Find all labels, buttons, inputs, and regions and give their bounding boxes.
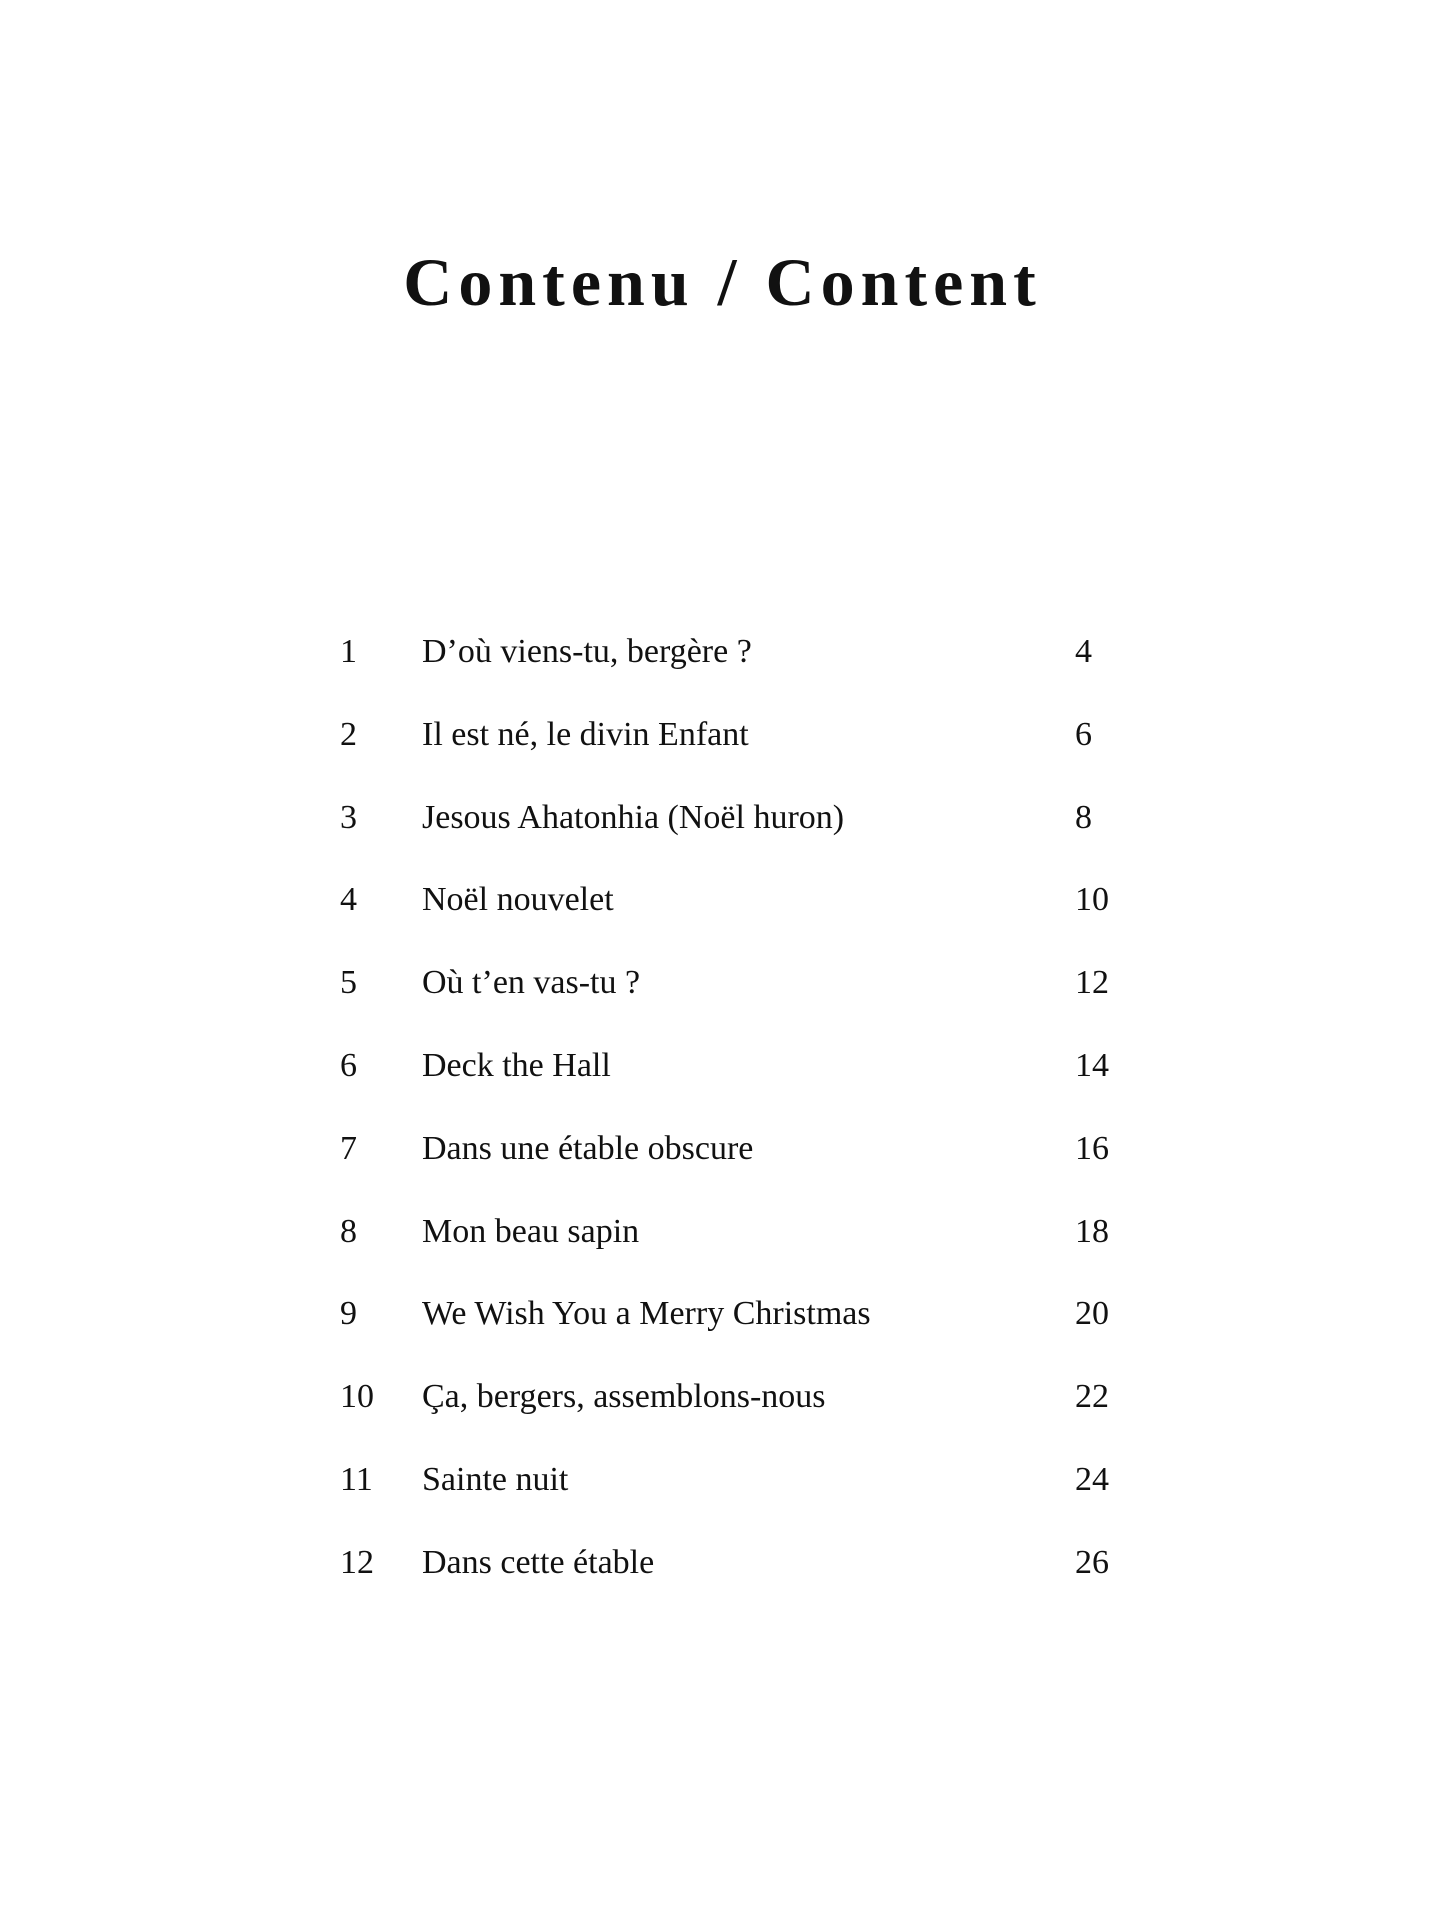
toc-entry-number: 11 — [340, 1460, 373, 1498]
toc-entry-page: 24 — [1075, 1460, 1109, 1498]
toc-entry-page: 6 — [1075, 715, 1092, 753]
toc-entry-title: We Wish You a Merry Christmas — [422, 1295, 871, 1333]
toc-entry-title: Deck the Hall — [422, 1046, 611, 1084]
toc-entry-number: 6 — [340, 1046, 357, 1084]
toc-entry — [340, 1533, 1140, 1616]
toc-entry-page: 20 — [1075, 1295, 1109, 1333]
toc-entry-number: 1 — [340, 633, 357, 670]
page-title: Contenu / Content — [403, 244, 1042, 320]
toc-entry-number: 12 — [340, 1543, 374, 1581]
toc-entry — [340, 1450, 1140, 1533]
toc-entry-title: Dans cette étable — [422, 1543, 655, 1581]
toc-entry-title: Il est né, le divin Enfant — [422, 715, 749, 753]
toc-entry-title: D’où viens-tu, bergère ? — [422, 633, 752, 670]
toc-entry-number: 2 — [340, 715, 357, 753]
toc-entry-title: Où t’en vas-tu ? — [422, 964, 641, 1002]
toc-entry — [340, 953, 1140, 1036]
toc-entry-page: 10 — [1075, 881, 1109, 919]
toc-entry — [340, 1202, 1140, 1285]
toc-entry — [340, 1284, 1140, 1367]
toc-entry-number: 4 — [340, 881, 357, 919]
toc-entry-page: 18 — [1075, 1212, 1109, 1250]
toc-entry-title: Jesous Ahatonhia (Noël huron) — [422, 798, 845, 836]
toc-entry-page: 16 — [1075, 1129, 1109, 1167]
toc-entry-title: Dans une étable obscure — [422, 1129, 754, 1167]
toc-entry-page: 26 — [1075, 1543, 1109, 1581]
toc-entry — [340, 1367, 1140, 1450]
toc-entry — [340, 705, 1140, 788]
toc-entry-page: 8 — [1075, 798, 1092, 836]
toc-entry-page: 4 — [1075, 633, 1092, 670]
toc-entry-title: Mon beau sapin — [422, 1212, 640, 1250]
toc-entry-title: Noël nouvelet — [422, 881, 614, 919]
toc-entry-number: 3 — [340, 798, 357, 836]
toc-entry-page: 14 — [1075, 1046, 1109, 1084]
toc-entry-page: 12 — [1075, 964, 1109, 1002]
table-of-contents — [340, 622, 1140, 1616]
toc-entry — [340, 1036, 1140, 1119]
toc-entry — [340, 1119, 1140, 1202]
toc-entry — [340, 788, 1140, 871]
toc-entry-page: 22 — [1075, 1378, 1109, 1416]
toc-entry-number: 5 — [340, 964, 357, 1002]
toc-entry — [340, 622, 1140, 705]
toc-entry-number: 9 — [340, 1295, 357, 1333]
toc-entry — [340, 870, 1140, 953]
toc-entry-title: Sainte nuit — [422, 1460, 569, 1498]
toc-entry-number: 8 — [340, 1212, 357, 1250]
toc-entry-number: 7 — [340, 1129, 357, 1167]
toc-entry-number: 10 — [340, 1378, 374, 1416]
toc-entry-title: Ça, bergers, assemblons-nous — [422, 1378, 826, 1416]
